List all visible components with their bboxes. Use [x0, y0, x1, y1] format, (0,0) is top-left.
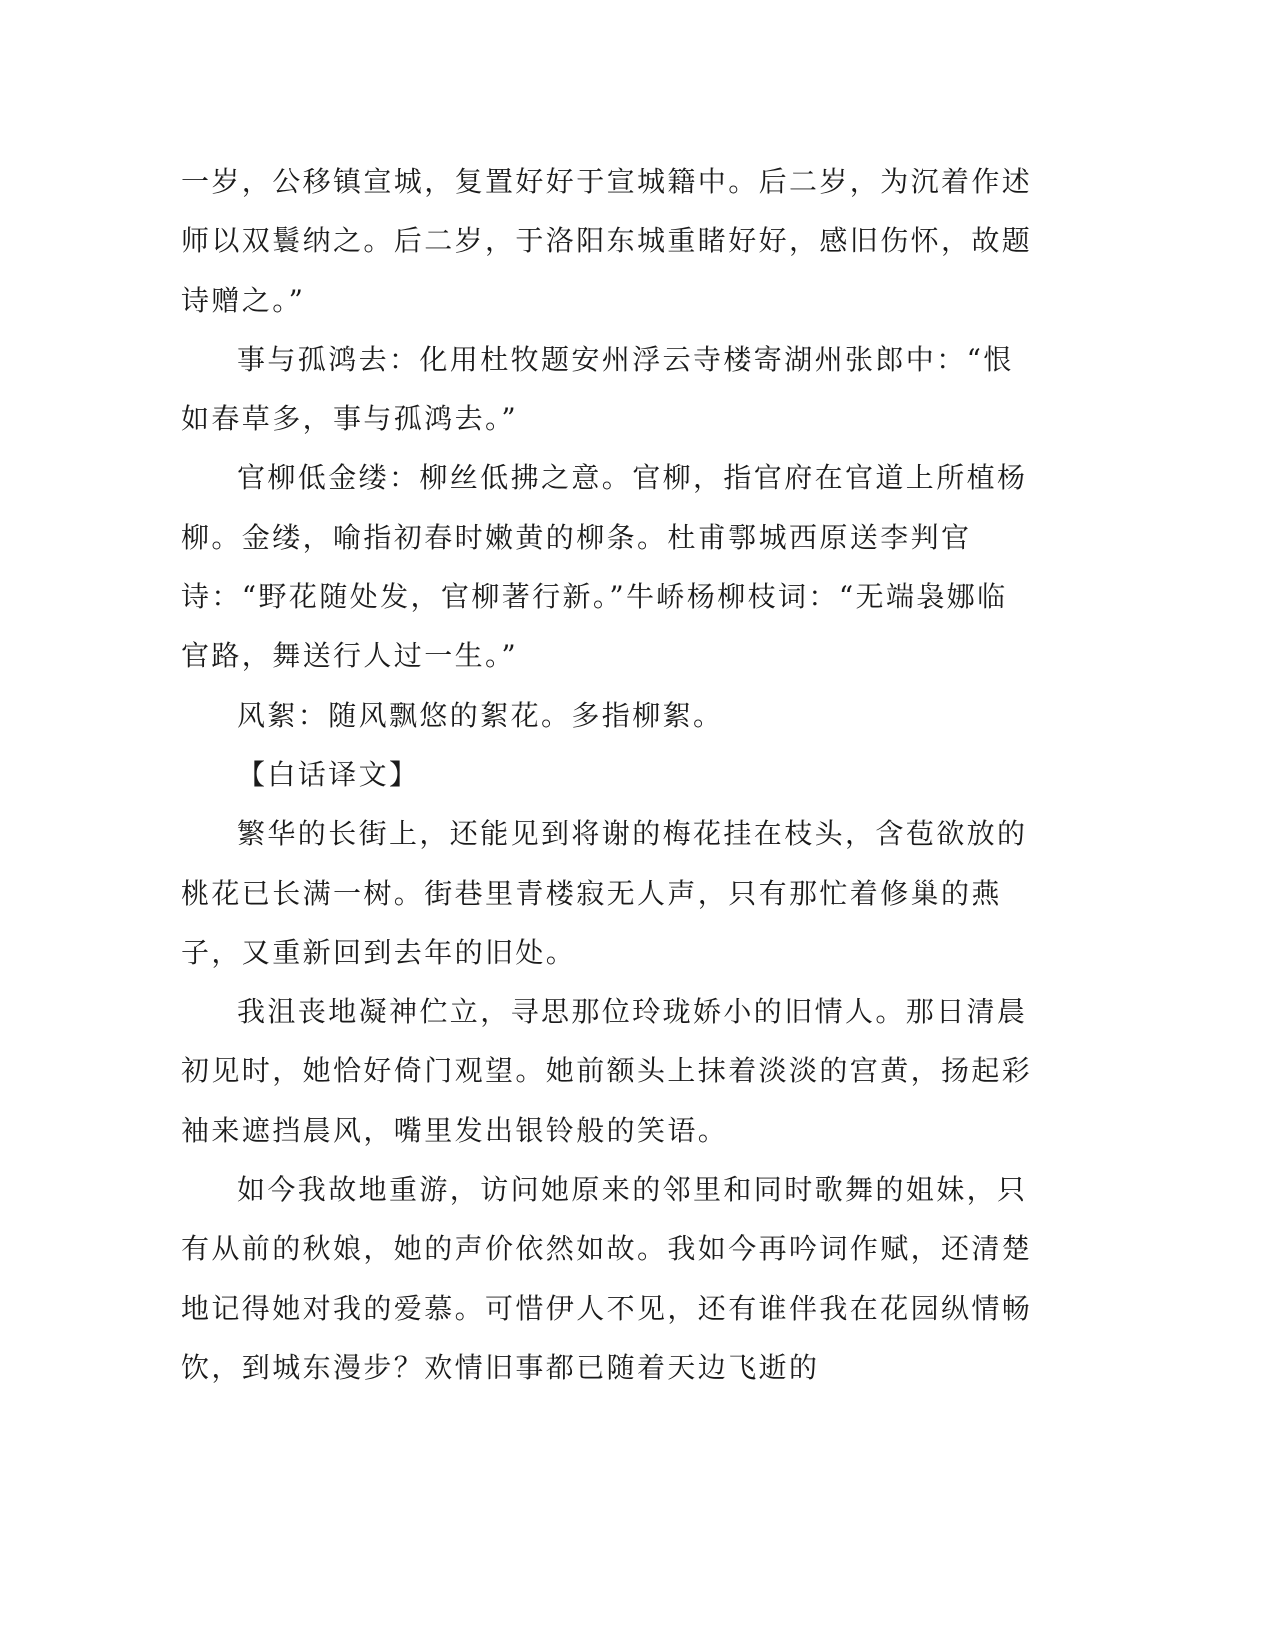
- paragraph-note-guanliu: 官柳低金缕：柳丝低拂之意。官柳，指官府在官道上所植杨柳。金缕，喻指初春时嫩黄的柳条。杜甫鄠城西原送李判官诗：“野花随处发，官柳著行新。”牛峤杨柳枝词：“无端袅娜临官路，舞送行人过一生。”: [181, 461, 1028, 673]
- paragraph-translation-1: 繁华的长街上，还能见到将谢的梅花挂在枝头，含苞欲放的桃花已长满一树。街巷里青楼寂无人声，只有那忙着修巢的燕子，又重新回到去年的旧处。: [181, 817, 1028, 969]
- paragraph-translation-2: 我沮丧地凝神伫立，寻思那位玲珑娇小的旧情人。那日清晨初见时，她恰好倚门观望。她前额头上抹着淡淡的宫黄，扬起彩袖来遮挡晨风，嘴里发出银铃般的笑语。: [181, 995, 1033, 1147]
- paragraph-note-guhong: 事与孤鸿去：化用杜牧题安州浮云寺楼寄湖州张郎中：“恨如春草多，事与孤鸿去。”: [181, 342, 1014, 436]
- paragraph-note-fengxu: 风絮：随风飘悠的絮花。多指柳絮。: [237, 698, 724, 732]
- section-heading-translation: 【白话译文】: [237, 757, 420, 791]
- body-text: [181, 152, 1036, 1397]
- paragraph-translation-3: 如今我故地重游，访问她原来的邻里和同时歌舞的姐妹，只有从前的秋娘，她的声价依然如故。我如今再吟词作赋，还清楚地记得她对我的爱慕。可惜伊人不见，还有谁伴我在花园纵情畅饮，到城东漫步？欢情旧事都已随着天边飞逝的: [181, 1173, 1033, 1384]
- paragraph-continuation: 一岁，公移镇宣城，复置好好于宣城籍中。后二岁，为沉着作述师以双鬟纳之。后二岁，于洛阳东城重睹好好，感旧伤怀，故题诗赠之。”: [181, 165, 1033, 317]
